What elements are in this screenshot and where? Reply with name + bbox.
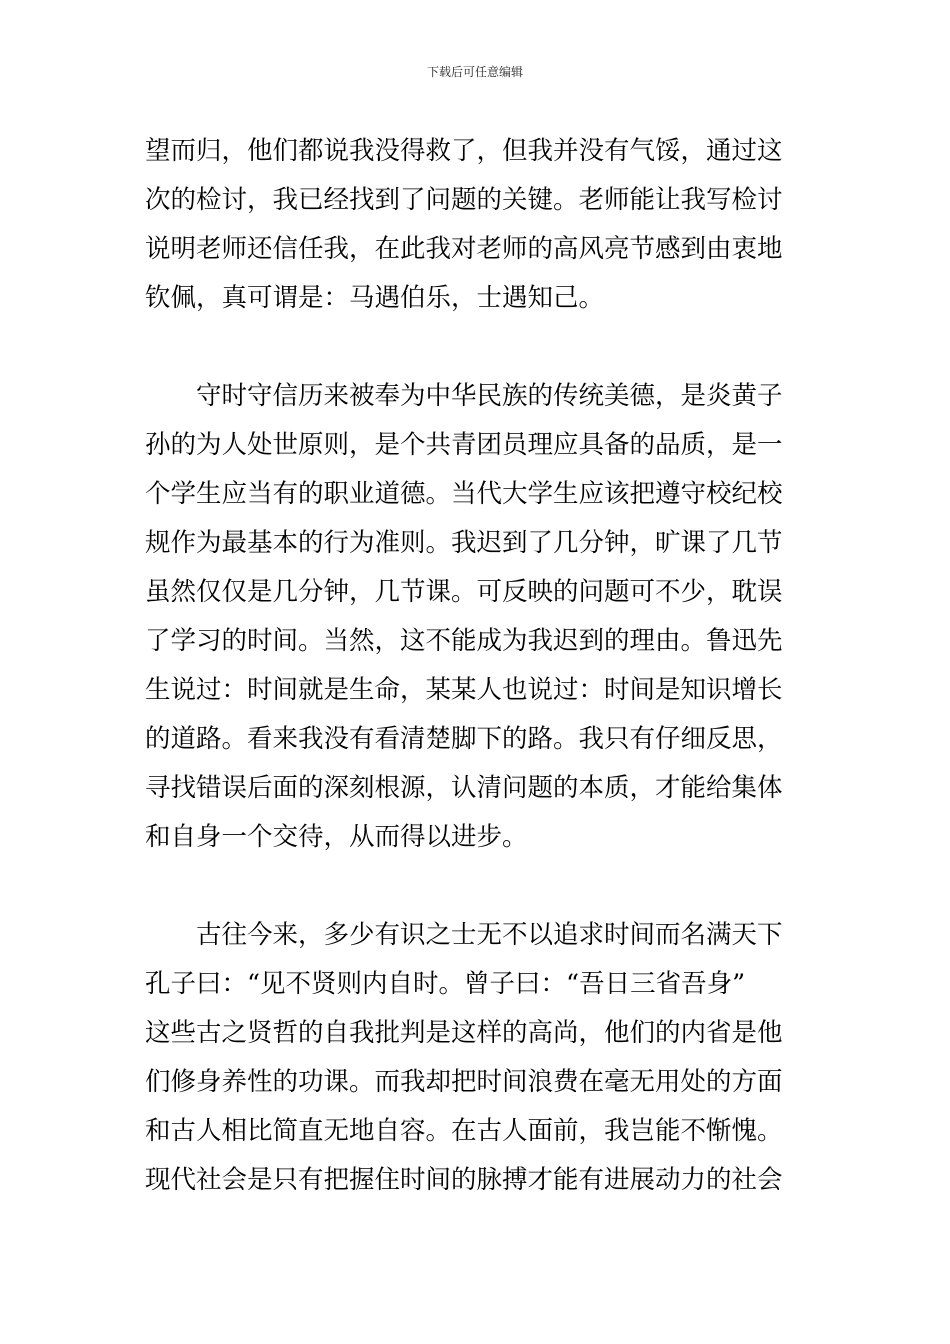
text-line: 钦佩，真可谓是：马遇伯乐，士遇知己。: [145, 283, 605, 313]
text-line: 和自身一个交待，从而得以进步。: [145, 822, 528, 852]
text-line: 孔子曰：“见不贤则内自时。曾子曰：“吾日三省吾身”: [145, 969, 746, 999]
text-line: 孙的为人处世原则，是个共青团员理应具备的品质，是一: [145, 430, 783, 460]
text-line: 个学生应当有的职业道德。当代大学生应该把遵守校纪校: [145, 479, 783, 509]
text-line: 和古人相比简直无地自容。在古人面前，我岂能不惭愧。: [145, 1116, 783, 1146]
text-line: 了学习的时间。当然，这不能成为我迟到的理由。鲁迅先: [145, 626, 783, 656]
text-line: 生说过：时间就是生命，某某人也说过：时间是知识增长: [145, 675, 783, 705]
text-line: 规作为最基本的行为准则。我迟到了几分钟，旷课了几节: [145, 528, 783, 558]
text-line: 古往今来，多少有识之士无不以追求时间而名满天下: [145, 920, 783, 950]
text-line: 次的检讨，我已经找到了问题的关键。老师能让我写检讨: [145, 185, 783, 215]
paragraph-2: [145, 372, 807, 862]
page-header: 下载后可任意编辑: [426, 65, 523, 79]
text-line: 说明老师还信任我，在此我对老师的高风亮节感到由衷地: [145, 234, 783, 264]
paragraph-spacer: [145, 323, 807, 372]
paragraph-3: [145, 911, 807, 1205]
text-line: 守时守信历来被奉为中华民族的传统美德，是炎黄子: [145, 381, 783, 411]
text-line: 们修身养性的功课。而我却把时间浪费在毫无用处的方面: [145, 1067, 783, 1097]
text-line: 现代社会是只有把握住时间的脉搏才能有进展动力的社会: [145, 1165, 783, 1195]
text-line: 寻找错误后面的深刻根源，认清问题的本质，才能给集体: [145, 773, 783, 803]
text-line: 虽然仅仅是几分钟，几节课。可反映的问题可不少，耽误: [145, 577, 783, 607]
paragraph-spacer: [145, 862, 807, 911]
text-line: 望而归，他们都说我没得救了，但我并没有气馁，通过这: [145, 136, 783, 166]
paragraph-1: [145, 127, 807, 323]
text-line: 这些古之贤哲的自我批判是这样的高尚，他们的内省是他: [145, 1018, 783, 1048]
text-line: 的道路。看来我没有看清楚脚下的路。我只有仔细反思，: [145, 724, 783, 754]
document-body: [145, 127, 807, 1205]
